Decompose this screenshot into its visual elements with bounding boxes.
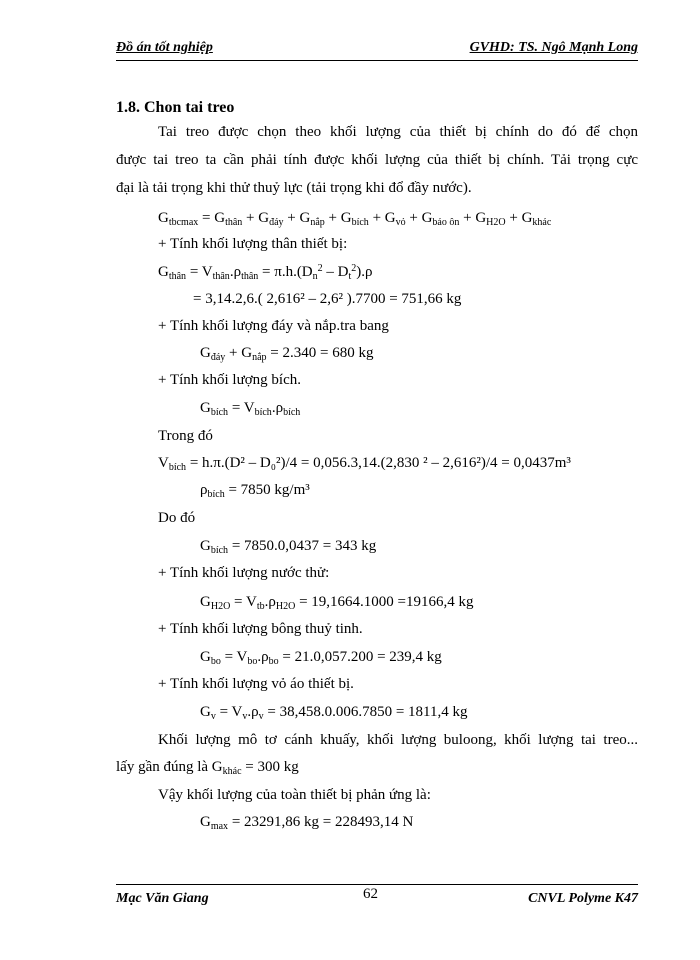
bich-result: $G_{bích} = 7850.0,0437 = 343$ kg	[200, 538, 377, 556]
section-title: 1.8. Chon tai treo	[116, 99, 235, 116]
than-label: + Tính khối lượng thân thiết bị:	[158, 236, 348, 252]
day-nap-formula: $G_{đáy} + G_{nắp} = 2.340 = 680$ kg	[200, 345, 374, 363]
nuoc-label: + Tính khối lượng nước thử:	[158, 565, 330, 581]
intro-line-1: Tai treo được chọn theo khối lượng của thiết bị chính do đó để chọn	[158, 124, 638, 140]
page-number: 62	[363, 886, 378, 902]
tong-label: Vậy khối lượng của toàn thiết bị phản ứng là:	[158, 787, 431, 803]
footer-rule	[116, 884, 638, 885]
do-do-text: Do đó	[158, 510, 196, 526]
header-left: Đồ án tốt nghiệp	[116, 40, 213, 55]
header-right: GVHD: TS. Ngô Mạnh Long	[469, 40, 638, 55]
trong-do-text: Trong đó	[158, 428, 213, 444]
bich-label: + Tính khối lượng bích.	[158, 372, 301, 388]
footer-author: Mạc Văn Giang	[116, 891, 209, 906]
vo-formula: $G_v = V_v.\rho_v = 38,458.0.006.7850 = 1811,4$ kg	[200, 704, 468, 722]
intro-line-3: đại là tải trọng khi thử thuỷ lực (tải trọng khi đổ đầy nước).	[116, 180, 472, 196]
than-formula: $G_{thân} = V_{thân}.\rho_{thân} = \pi.h.(D_n^2 - D_t^2).\rho$	[158, 263, 373, 282]
khac-line-2: lấy gần đúng là $G_{khác} = 300$ kg	[116, 759, 299, 777]
intro-line-2: được tai treo ta cần phải tính được khối lượng của thiết bị chính. Tải trọng cực	[116, 152, 638, 168]
than-calc: = 3,14.2,6.( 2,616² – 2,6² ).7700 = 751,66 kg	[193, 291, 462, 307]
formula-total: $G_{tbcmax} = G_{thân} + G_{đáy} + G_{nắp} + G_{bích} + G_{vỏ} + G_{bảo ôn} + G_{H2O} + G_{khác}$	[158, 210, 552, 228]
bong-formula: $G_{bo} = V_{bo}.\rho_{bo} = 21.0,057.200 = 239,4$ kg	[200, 649, 442, 667]
footer-course: CNVL Polyme K47	[528, 891, 638, 906]
bich-volume: $V_{bích} = h.\pi.(D^2 - D_0^2)/4 = 0,056.3,14.(2,830$ ² – 2,616²)/4 = 0,0437m³	[158, 455, 571, 473]
bich-formula: $G_{bích} = V_{bích}.\rho_{bích}$	[200, 400, 301, 418]
day-nap-label: + Tính khối lượng đáy và nắp.tra bang	[158, 318, 389, 334]
nuoc-formula: $G_{H2O} = V_{tb}.\rho_{H2O} = 19,1664.1000 =19166,4$ kg	[200, 594, 474, 612]
vo-label: + Tính khối lượng vỏ áo thiết bị.	[158, 676, 354, 692]
tong-formula: $G_{max} = 23291,86$ kg = 228493,14 N	[200, 814, 414, 832]
bich-density: $\rho_{bích} = 7850$ kg/m³	[200, 482, 310, 500]
bong-label: + Tính khối lượng bông thuỷ tinh.	[158, 621, 363, 637]
khac-line-1: Khối lượng mô tơ cánh khuấy, khối lượng buloong, khối lượng tai treo...	[158, 732, 638, 748]
header-rule	[116, 60, 638, 61]
